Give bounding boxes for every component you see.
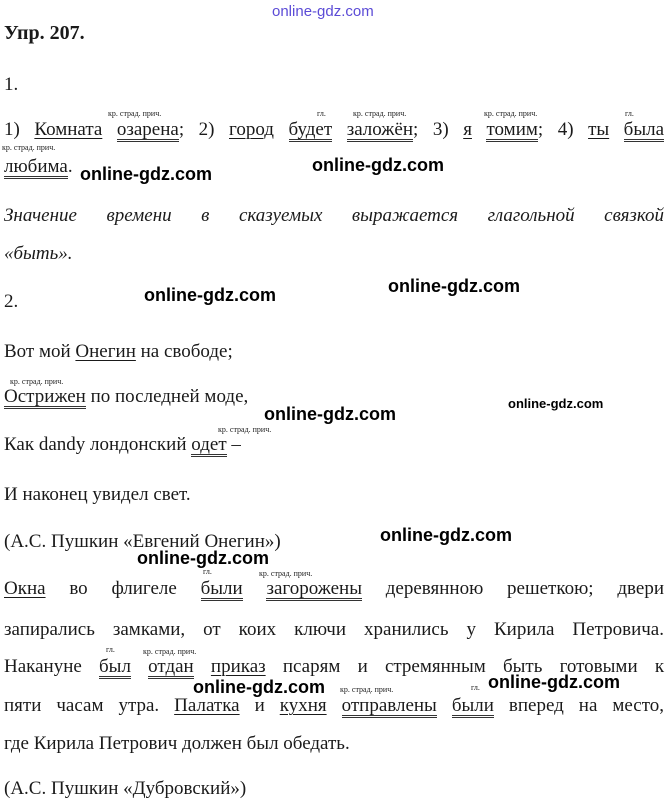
watermark: online-gdz.com xyxy=(488,672,620,692)
label-gl-2: гл. xyxy=(625,109,634,118)
label-kspr-6: кр. страд. прич. xyxy=(218,425,272,434)
label-kspr-5: кр. страд. прич. xyxy=(10,377,64,386)
watermark: online-gdz.com xyxy=(264,404,396,424)
exercise-title: Упр. 207. xyxy=(4,22,85,44)
poem-line4: И наконец увидел свет. xyxy=(4,484,191,505)
predicate: были xyxy=(451,695,494,716)
predicate: будет xyxy=(288,119,333,140)
poem-source: (А.С. Пушкин «Евгений Онегин») xyxy=(4,531,281,552)
prose-line5: где Кирила Петрович должен был обедать. xyxy=(4,733,350,754)
predicate: томим xyxy=(486,119,538,140)
prose-line1: Окна во флигеле были загорожены деревянною решеткою; двери xyxy=(4,578,664,599)
label-kspr-4: кр. страд. прич. xyxy=(2,143,56,152)
prose-source: (А.С. Пушкин «Дубровский») xyxy=(4,778,247,799)
subject: кухня xyxy=(279,695,327,716)
meaning-line2: «быть». xyxy=(4,243,73,264)
label-kspr-2: кр. страд. прич. xyxy=(353,109,407,118)
predicate: отправлены xyxy=(341,695,437,716)
subject: Окна xyxy=(4,578,46,599)
poem-line3: Как dandy лондонский одет – xyxy=(4,434,241,455)
label-gl-1: гл. xyxy=(317,109,326,118)
prose-line3: Накануне был отдан приказ псарям и стремянным быть готовыми к xyxy=(4,656,665,677)
label-kspr-1: кр. страд. прич. xyxy=(108,109,162,118)
label-kspr-7: кр. страд. прич. xyxy=(259,569,313,578)
predicate: загорожены xyxy=(266,578,362,599)
prose-line2: запирались замками, от коих ключи хранились у Кирила Петровича. xyxy=(4,619,664,640)
prose-line4: пяти часам утра. Палатка и кухня отправлены были вперед на место, xyxy=(4,695,665,716)
predicate: одет xyxy=(191,434,227,455)
poem-line2: Острижен по последней моде, xyxy=(4,386,249,407)
label-kspr-9: кр. страд. прич. xyxy=(340,685,394,694)
watermark: online-gdz.com xyxy=(380,525,512,545)
subject: ты xyxy=(588,119,610,140)
subject: Палатка xyxy=(174,695,240,716)
meaning-line1: Значение времени в сказуемых выражается глагольной связкой xyxy=(4,205,664,226)
predicate: любима xyxy=(4,156,68,177)
subject: я xyxy=(463,119,472,140)
predicate: была xyxy=(623,119,665,140)
label-gl-4: гл. xyxy=(106,645,115,654)
watermark: online-gdz.com xyxy=(137,548,269,568)
subject: Комната xyxy=(34,119,103,140)
predicate: отдан xyxy=(148,656,194,677)
watermark: online-gdz.com xyxy=(80,164,212,184)
part2-number: 2. xyxy=(4,291,19,312)
predicate: был xyxy=(99,656,131,677)
watermark: online-gdz.com xyxy=(508,396,604,411)
predicate: Острижен xyxy=(4,386,86,407)
label-kspr-3: кр. страд. прич. xyxy=(484,109,538,118)
watermark-top: online-gdz.com xyxy=(272,3,374,20)
label-gl-5: гл. xyxy=(471,683,480,692)
part1-line1: 1) Комната озарена; 2) город будет заложён; 3) я томим; 4) ты была xyxy=(4,119,665,140)
predicate: озарена xyxy=(116,119,179,140)
subject: город xyxy=(229,119,274,140)
label-kspr-8: кр. страд. прич. xyxy=(143,647,197,656)
part1-line2: любима. xyxy=(4,156,73,177)
subject: Онегин xyxy=(75,341,136,362)
predicate: были xyxy=(200,578,243,599)
watermark: online-gdz.com xyxy=(312,155,444,175)
watermark: online-gdz.com xyxy=(388,276,520,296)
label-gl-3: гл. xyxy=(203,567,212,576)
watermark: online-gdz.com xyxy=(193,677,325,697)
poem-line1: Вот мой Онегин на свободе; xyxy=(4,341,233,362)
subject: приказ xyxy=(210,656,266,677)
watermark: online-gdz.com xyxy=(144,285,276,305)
part1-number: 1. xyxy=(4,74,19,95)
predicate: заложён xyxy=(346,119,414,140)
